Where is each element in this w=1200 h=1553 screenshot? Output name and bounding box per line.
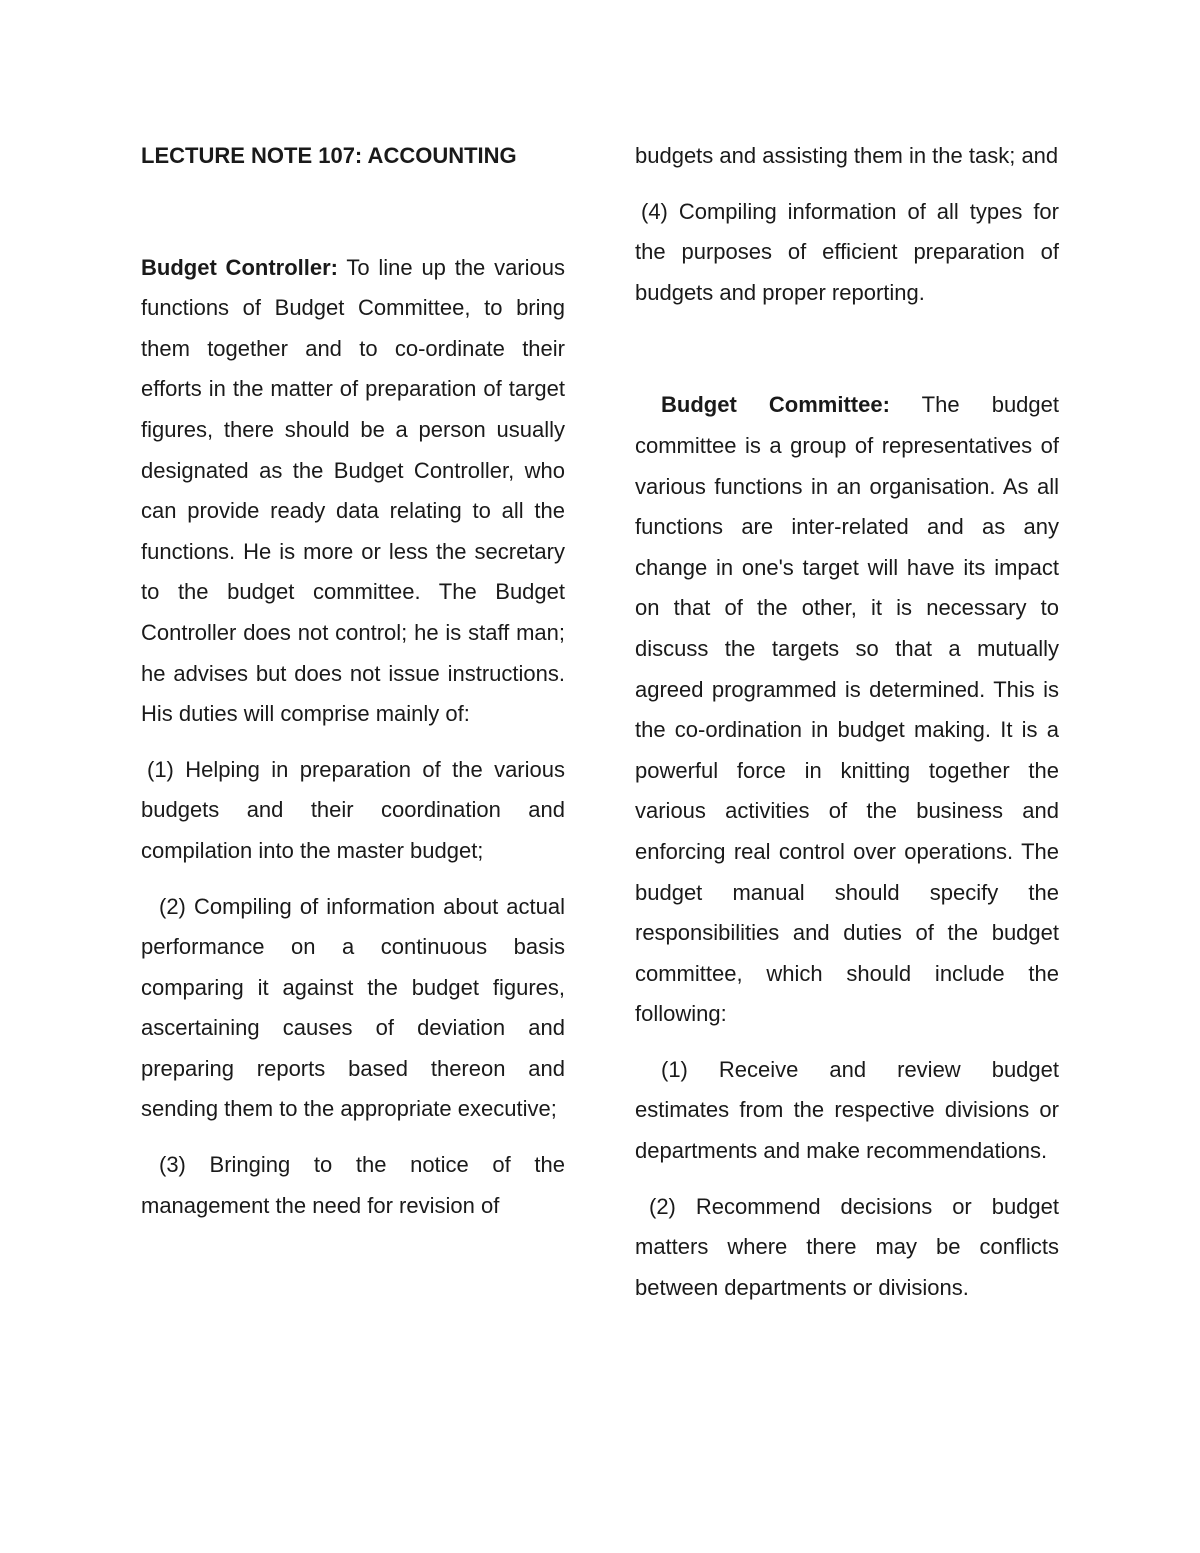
controller-duty-2: (2) Compiling of information about actual performance on a continuous basis comparing it against the budget figures, ascertaining causes of deviation and preparing reports based thereon and sending them to the appropriate executive; — [141, 893, 565, 1122]
title-spacer — [141, 177, 565, 248]
committee-item-1: (1) Receive and review budget estimates from the respective divisions or departments and make recommendations. — [635, 1056, 1059, 1164]
controller-duty-3-continued: budgets and assisting them in the task; and — [635, 143, 1059, 168]
controller-duty-4: (4) Compiling information of all types for the purposes of efficient preparation of budgets and proper reporting. — [635, 198, 1059, 305]
section-spacer — [635, 313, 1059, 385]
budget-controller-text: To line up the various functions of Budget Committee, to bring them together and to co-ordinate their efforts in the matter of preparation of target figures, there should be a person usually designated as the Budget Controller, who can provide ready data relating to all the functions. He is more or less the secretary to the budget committee. The Budget Controller does not control; he is staff man; he advises but does not issue instructions. His duties will comprise mainly of: — [141, 254, 565, 727]
right-column — [635, 136, 1059, 1308]
controller-duty-1: (1) Helping in preparation of the various budgets and their coordination and compilation into the master budget; — [141, 756, 565, 863]
left-column — [141, 136, 565, 1226]
document-title: LECTURE NOTE 107: ACCOUNTING — [141, 143, 517, 168]
controller-duty-3: (3) Bringing to the notice of the management the need for revision of — [141, 1152, 565, 1218]
budget-controller-heading: Budget Controller: — [141, 254, 338, 280]
budget-controller-paragraph — [141, 248, 565, 735]
budget-committee-heading: Budget Committee: — [661, 392, 890, 418]
budget-committee-text: The budget committee is a group of representatives of various functions in an organisation. As all functions are inter-related and as any change in one's target will have its impact on that of the other, it is necessary to discuss the targets so that a mutually agreed programmed is determined. This is the co-ordination in budget making. It is a powerful force in knitting together the various activities of the business and enforcing real control over operations. The budget manual should specify the responsibilities and duties of the budget committee, which should include the following: — [635, 392, 1059, 1027]
budget-committee-paragraph — [635, 385, 1059, 1035]
committee-item-2: (2) Recommend decisions or budget matters where there may be conflicts between departments or divisions. — [635, 1193, 1059, 1300]
